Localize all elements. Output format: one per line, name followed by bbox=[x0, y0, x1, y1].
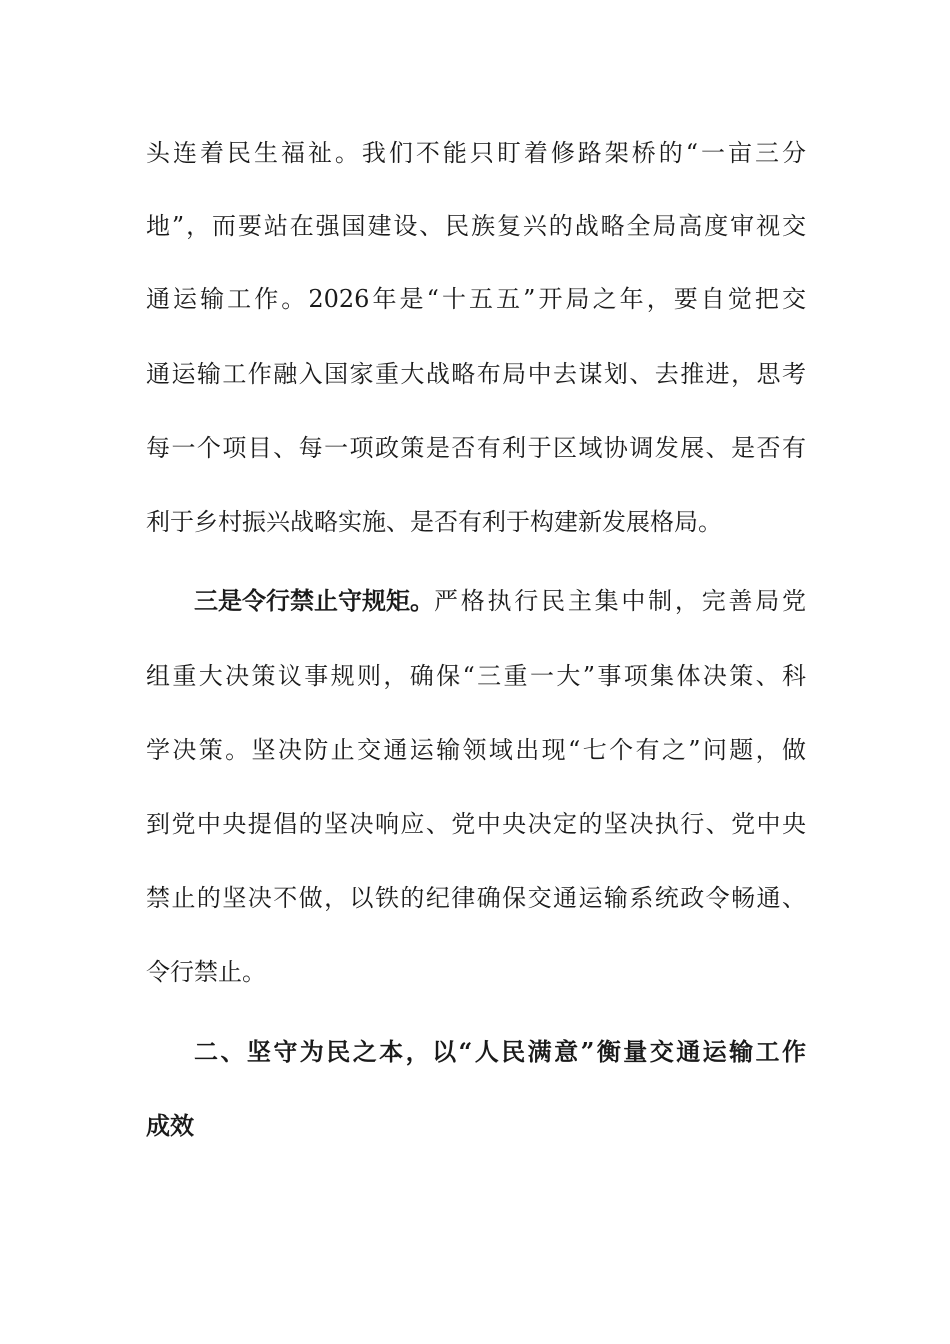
paragraph-line: 禁止的坚决不做，以铁的纪律确保交通运输系统政令畅通、 bbox=[146, 884, 806, 912]
section-heading-line: 成效 bbox=[146, 1111, 194, 1140]
paragraph-line: 地”，而要站在强国建设、民族复兴的战略全局高度审视交 bbox=[146, 212, 806, 240]
paragraph-line: 通运输工作。2026年是“十五五”开局之年，要自觉把交 bbox=[146, 285, 806, 313]
paragraph-heading: 三是令行禁止守规矩。 bbox=[194, 586, 434, 615]
paragraph-text: 严格执行民主集中制，完善局党 bbox=[434, 587, 806, 615]
paragraph-line: 学决策。坚决防止交通运输领域出现“七个有之”问题，做 bbox=[146, 736, 806, 764]
paragraph-line: 每一个项目、每一项政策是否有利于区域协调发展、是否有 bbox=[146, 434, 806, 462]
section-heading-line: 二、坚守为民之本，以“人民满意”衡量交通运输工作 bbox=[194, 1037, 806, 1066]
paragraph-line: 通运输工作融入国家重大战略布局中去谋划、去推进，思考 bbox=[146, 360, 806, 388]
paragraph-line: 头连着民生福祉。我们不能只盯着修路架桥的“一亩三分 bbox=[146, 139, 806, 167]
paragraph-line: 令行禁止。 bbox=[146, 958, 266, 986]
paragraph-line: 利于乡村振兴战略实施、是否有利于构建新发展格局。 bbox=[146, 508, 722, 536]
paragraph-line: 到党中央提倡的坚决响应、党中央决定的坚决执行、党中央 bbox=[146, 810, 806, 838]
paragraph-first-line bbox=[194, 585, 806, 617]
paragraph-line: 组重大决策议事规则，确保“三重一大”事项集体决策、科 bbox=[146, 662, 806, 690]
